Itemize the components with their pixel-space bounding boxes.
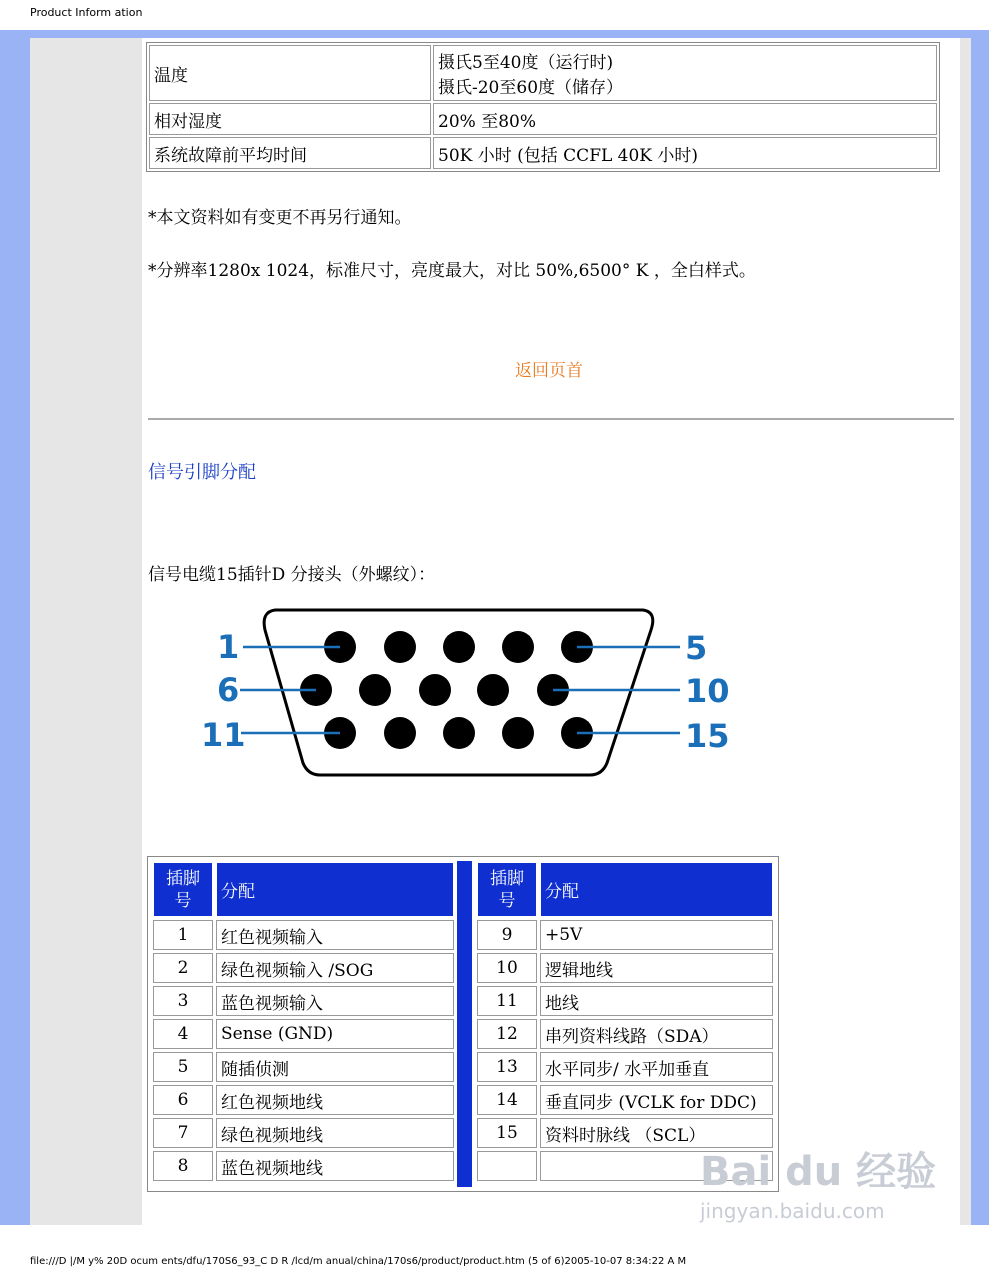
table-row [477,1019,773,1049]
pin-number: 15 [477,1118,537,1148]
table-row [153,1151,454,1181]
pin-assign: +5V [540,920,773,950]
spec-table [146,42,940,172]
header-pin-line1: 插脚 [490,868,524,889]
pin-dot-4 [502,631,534,663]
header-pin [153,862,213,917]
pin-assign: 红色视频地线 [216,1085,454,1115]
pin-table-right [474,859,776,1184]
pin-assign: 垂直同步 (VCLK for DDC) [540,1085,773,1115]
header-pin [477,862,537,917]
table-row [477,920,773,950]
watermark [700,1140,936,1223]
header-pin-line2: 号 [498,890,516,911]
pin-number: 13 [477,1052,537,1082]
vga-connector-diagram [195,598,735,783]
pin-dot-14 [502,717,534,749]
note-change: *本文资料如有变更不再另行通知。 [148,208,412,228]
pin-number: 1 [153,920,213,950]
table-row [477,986,773,1016]
table-row [153,1052,454,1082]
spec-key: 温度 [149,45,431,101]
pin-dot-7 [359,674,391,706]
section-divider [148,418,954,420]
page-footer-path: file:///D |/M y% 20D ocum ents/dfu/170S6_93_C D R /lcd/m anual/china/170s6/product/product.htm (5 of 6)2005-10-07 8:34:22 A M [30,1256,687,1267]
pin-number: 14 [477,1085,537,1115]
label-pin-1: 1 [217,628,240,666]
header-assign: 分配 [540,862,773,917]
pin-number: 7 [153,1118,213,1148]
label-pin-11: 11 [201,716,246,754]
pin-number: 6 [153,1085,213,1115]
spec-key: 相对湿度 [149,103,431,135]
pin-number: 9 [477,920,537,950]
table-row [153,953,454,983]
watermark-brand: Bai du 经验 [700,1149,937,1195]
pin-assign: 红色视频输入 [216,920,454,950]
table-row [153,920,454,950]
pin-assignment-tables [147,856,779,1192]
section-title: 信号引脚分配 [148,462,256,483]
header-pin-line2: 号 [174,890,192,911]
spec-row-temperature [149,45,937,101]
pin-dot-8 [419,674,451,706]
pin-dot-13 [443,717,475,749]
pin-number: 3 [153,986,213,1016]
spec-row-humidity [149,103,937,135]
spec-value-line: 摄氏-20至60度（储存） [438,78,624,98]
pin-number: 5 [153,1052,213,1082]
label-pin-5: 5 [685,629,708,667]
pin-number: 8 [153,1151,213,1181]
table-row [153,986,454,1016]
header-assign: 分配 [216,862,454,917]
label-pin-6: 6 [217,671,240,709]
table-row [477,1052,773,1082]
pin-assign: 逻辑地线 [540,953,773,983]
pin-assign: 绿色视频输入 /SOG [216,953,454,983]
pin-assign: 随插侦测 [216,1052,454,1082]
left-sidebar [30,38,142,1225]
table-row [153,1019,454,1049]
right-strip [960,38,971,1225]
spec-value-line: 摄氏5至40度（运行时) [438,53,614,73]
pin-dot-3 [443,631,475,663]
note-resolution: *分辨率1280x 1024，标准尺寸，亮度最大，对比 50%,6500° K ，全白样式。 [148,261,756,281]
table-row [153,1085,454,1115]
pin-assign: 水平同步/ 水平加垂直 [540,1052,773,1082]
pin-number: 4 [153,1019,213,1049]
pin-number: 10 [477,953,537,983]
pin-assign: 绿色视频地线 [216,1118,454,1148]
pin-assign: Sense (GND) [216,1019,454,1049]
pin-assign: 蓝色视频地线 [216,1151,454,1181]
spec-value: 20% 至80% [433,103,937,135]
watermark-site: jingyan.baidu.com [700,1199,885,1223]
back-to-top-link[interactable]: 返回页首 [515,361,583,381]
spec-value [433,45,937,101]
label-pin-15: 15 [685,717,730,755]
pin-assign: 地线 [540,986,773,1016]
pin-dot-12 [384,717,416,749]
pin-dot-2 [384,631,416,663]
cable-caption: 信号电缆15插针D 分接头（外螺纹）： [148,565,436,585]
pin-number: 11 [477,986,537,1016]
pin-table-header [477,862,773,917]
table-row [477,953,773,983]
pin-number [477,1151,537,1181]
table-row [153,1118,454,1148]
page-header-title: Product Inform ation [30,6,143,19]
table-row [477,1085,773,1115]
pin-number: 2 [153,953,213,983]
pin-assign: 蓝色视频输入 [216,986,454,1016]
header-pin-line1: 插脚 [166,868,200,889]
table-divider [457,861,472,1187]
pin-dot-9 [477,674,509,706]
spec-value: 50K 小时 (包括 CCFL 40K 小时) [433,137,937,169]
label-pin-10: 10 [685,672,730,710]
spec-key: 系统故障前平均时间 [149,137,431,169]
pin-table-left [150,859,457,1184]
pin-number: 12 [477,1019,537,1049]
spec-row-mtbf [149,137,937,169]
pin-table-header [153,862,454,917]
pin-assign: 串列资料线路（SDA） [540,1019,773,1049]
pin-assign: 资料时脉线 （SCL） [540,1118,773,1148]
